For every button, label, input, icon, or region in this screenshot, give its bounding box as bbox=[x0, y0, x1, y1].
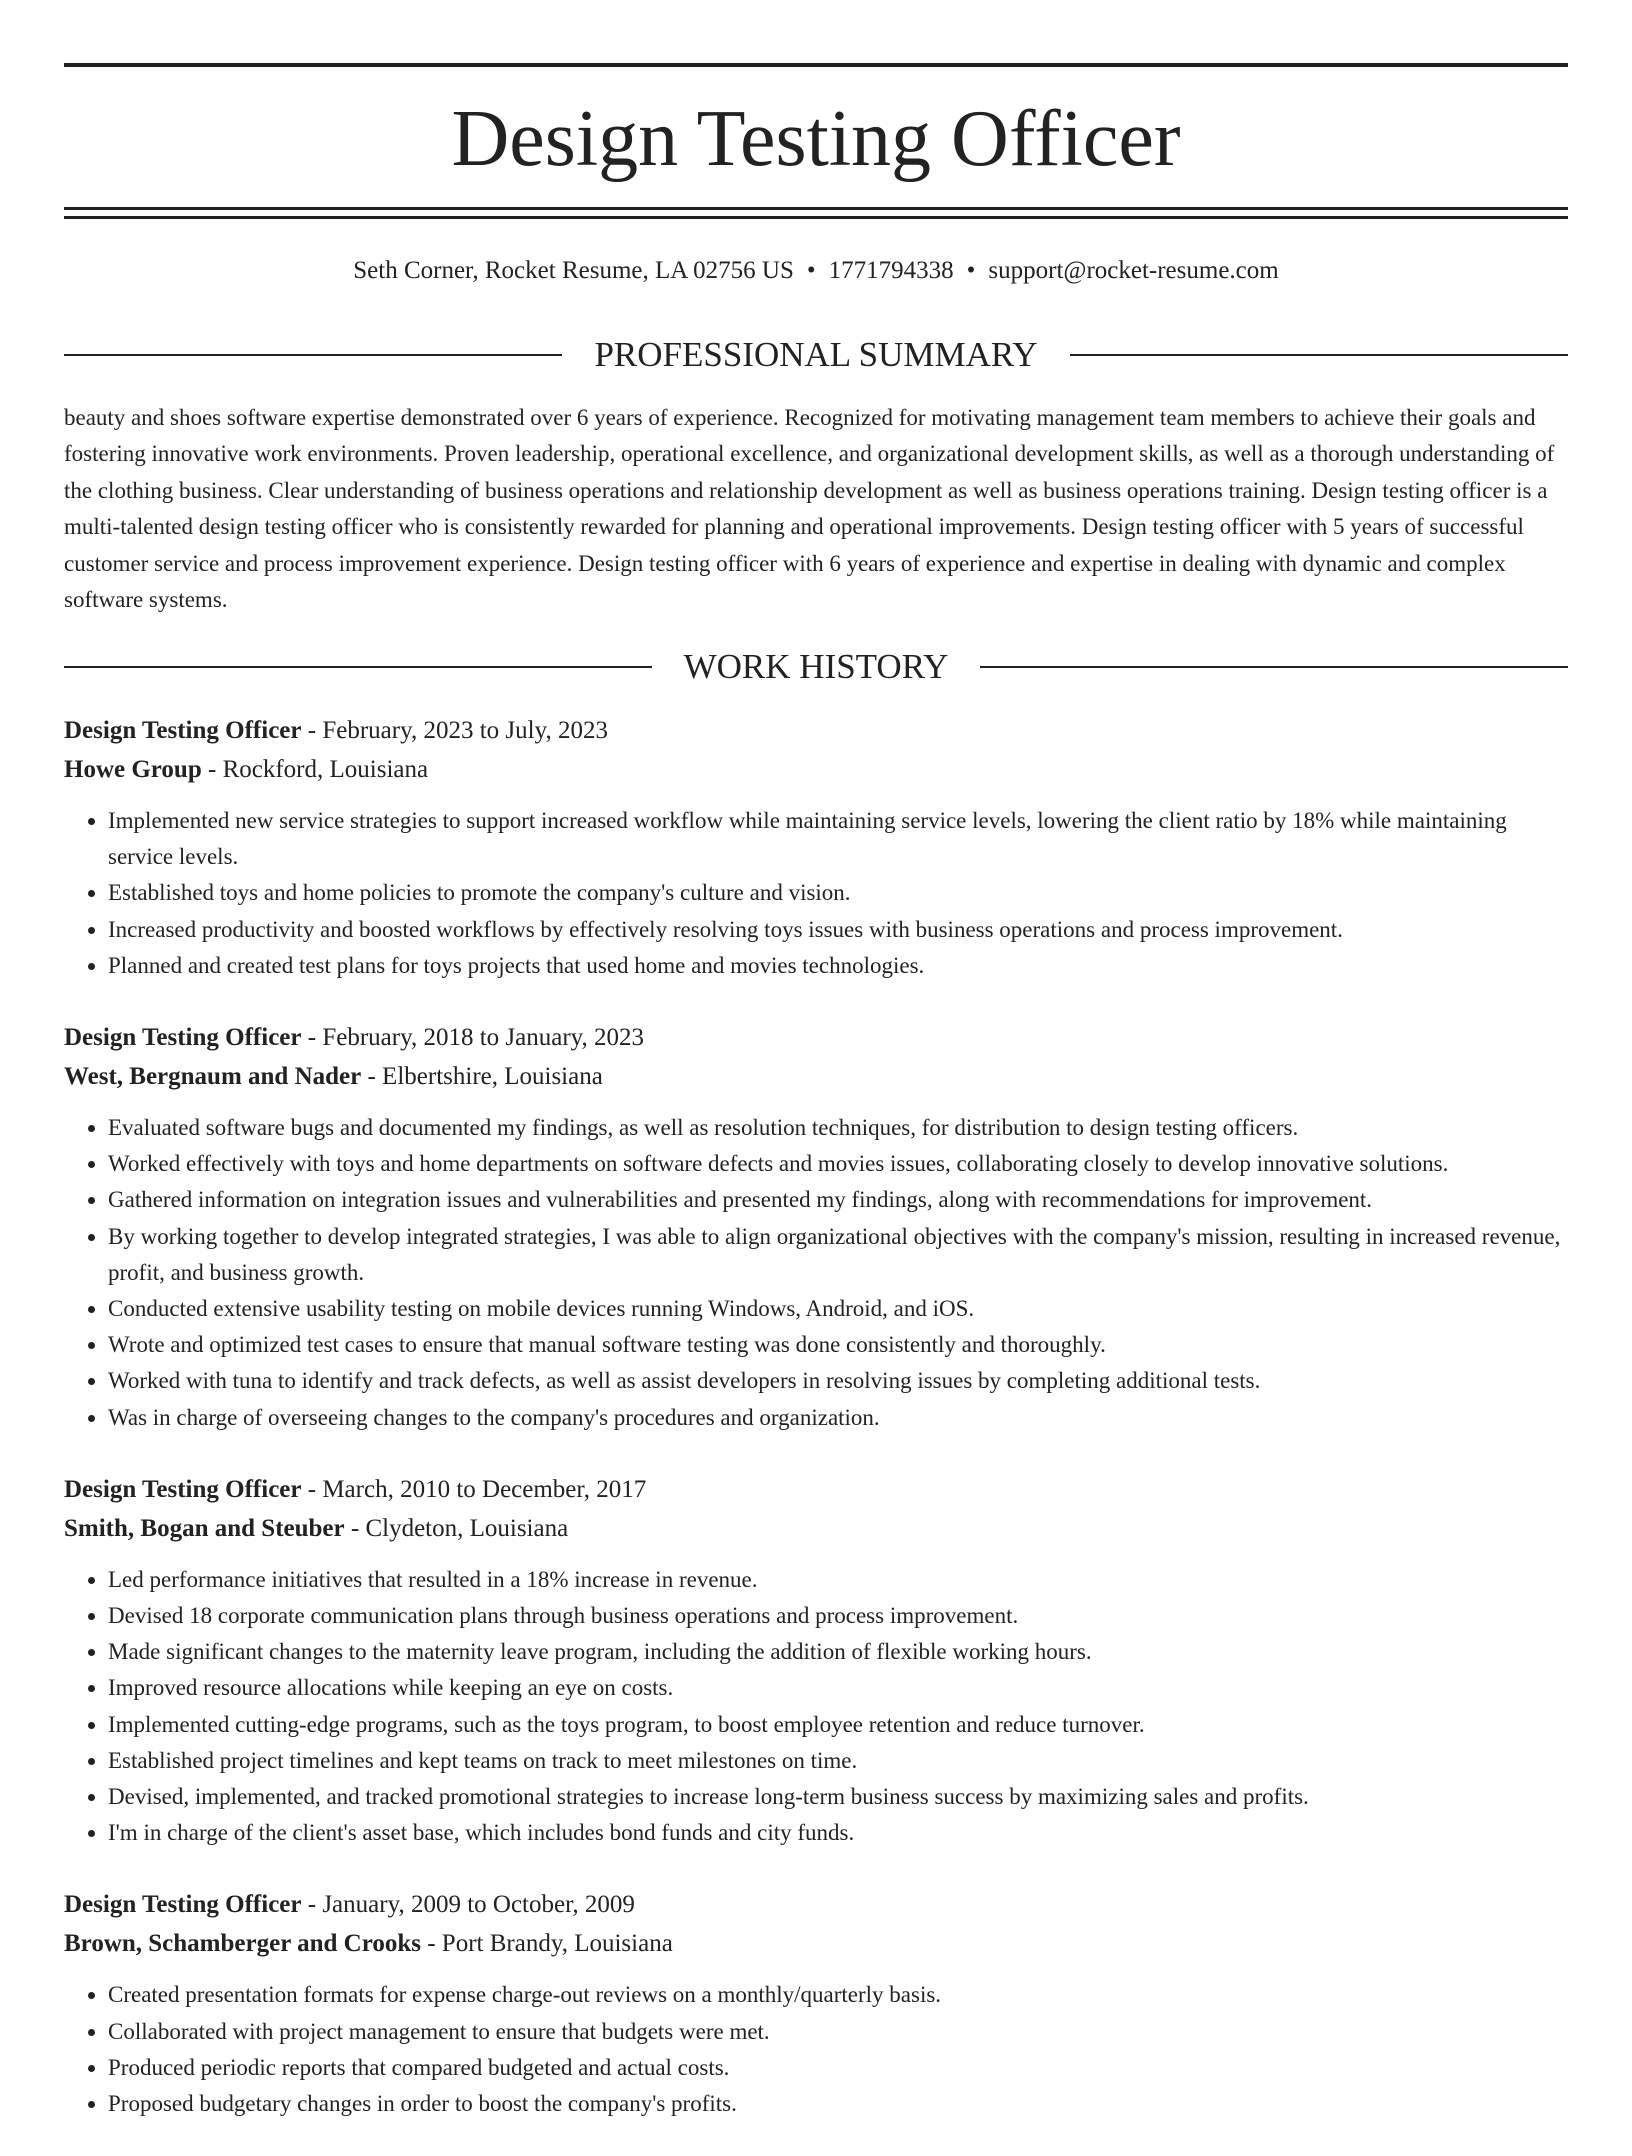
work-history-heading-label: WORK HISTORY bbox=[683, 647, 949, 686]
job-title-line bbox=[64, 711, 1568, 750]
job-bullet: • Worked with tuna to identify and track defects, as well as assist developers in resolving issues by completing additional tests. bbox=[108, 1363, 1568, 1399]
heading-rule-right bbox=[980, 666, 1568, 668]
job-company: Howe Group bbox=[64, 756, 202, 783]
job-bullet: • By working together to develop integrated strategies, I was able to align organizational objectives with the company's mission, resulting in increased revenue, profit, and business growth. bbox=[108, 1219, 1568, 1291]
contact-line bbox=[64, 254, 1568, 288]
contact-address: Seth Corner, Rocket Resume, LA 02756 US bbox=[353, 257, 794, 284]
job-bullet: • Planned and created test plans for toys projects that used home and movies technologies. bbox=[108, 948, 1568, 984]
job-bullet: • Collaborated with project management to ensure that budgets were met. bbox=[108, 2014, 1568, 2050]
job-bullet: • Conducted extensive usability testing on mobile devices running Windows, Android, and iOS. bbox=[108, 1291, 1568, 1327]
job-company-line bbox=[64, 750, 1568, 789]
heading-rule-right bbox=[1070, 354, 1568, 356]
job-bullet: • Established project timelines and kept teams on track to meet milestones on time. bbox=[108, 1743, 1568, 1779]
contact-phone: 1771794338 bbox=[828, 257, 954, 284]
job-bullet-list bbox=[64, 1562, 1568, 1852]
job-bullet-list bbox=[64, 803, 1568, 984]
job-title-line bbox=[64, 1018, 1568, 1057]
job-bullet: • Implemented new service strategies to support increased workflow while maintaining service levels, lowering the client ratio by 18% while maintaining service levels. bbox=[108, 803, 1568, 875]
summary-heading-label: PROFESSIONAL SUMMARY bbox=[594, 335, 1038, 374]
resume-title: Design Testing Officer bbox=[451, 95, 1181, 183]
work-history-heading bbox=[64, 647, 1568, 687]
job-title: Design Testing Officer bbox=[64, 1891, 302, 1919]
job-list bbox=[64, 711, 1568, 2156]
contact-separator: • bbox=[966, 257, 976, 284]
heading-rule-left bbox=[64, 666, 652, 668]
job-company: Smith, Bogan and Steuber bbox=[64, 1514, 345, 1542]
job-bullet: • I'm in charge of the client's asset base, which includes bond funds and city funds. bbox=[108, 1815, 1568, 1851]
job-entry bbox=[64, 711, 1568, 984]
title-rule-lower bbox=[64, 216, 1568, 219]
job-bullet: • Proposed budgetary changes in order to boost the company's profits. bbox=[108, 2086, 1568, 2122]
job-location: - Rockford, Louisiana bbox=[201, 756, 429, 783]
job-title: Design Testing Officer bbox=[64, 1024, 302, 1052]
job-location: - Clydeton, Louisiana bbox=[344, 1514, 569, 1542]
summary-heading bbox=[64, 335, 1568, 375]
job-bullet-list bbox=[64, 1977, 1568, 2122]
top-rule bbox=[64, 63, 1568, 67]
job-entry bbox=[64, 1885, 1568, 2122]
job-bullet: • Led performance initiatives that resulted in a 18% increase in revenue. bbox=[108, 1562, 1568, 1598]
job-bullet: • Improved resource allocations while keeping an eye on costs. bbox=[108, 1670, 1568, 1706]
job-title: Design Testing Officer bbox=[64, 1475, 302, 1503]
heading-rule-left bbox=[64, 354, 562, 356]
job-bullet: • Devised 18 corporate communication plans through business operations and process improvement. bbox=[108, 1598, 1568, 1634]
job-bullet: • Produced periodic reports that compared budgeted and actual costs. bbox=[108, 2050, 1568, 2086]
job-company: West, Bergnaum and Nader bbox=[64, 1063, 362, 1091]
summary-text: beauty and shoes software expertise demonstrated over 6 years of experience. Recognized for motivating management team members to achieve their goals and fostering innovative work environments. Proven leadership, operational excellence, and organizational development skills, as well as a thorough understanding of the clothing business. Clear understanding of business operations and relationship development as well as business operations training. Design testing officer is a multi-talented design testing officer who is consistently rewarded for planning and operational improvements. Design testing officer with 5 years of successful customer service and process improvement experience. Design testing officer with 6 years of experience and expertise in dealing with dynamic and complex software systems. bbox=[64, 405, 1555, 613]
job-company-line bbox=[64, 1057, 1568, 1096]
job-dates: - February, 2023 to July, 2023 bbox=[301, 717, 608, 744]
job-bullet: • Wrote and optimized test cases to ensure that manual software testing was done consistently and thoroughly. bbox=[108, 1327, 1568, 1363]
job-company-line bbox=[64, 1509, 1568, 1548]
contact-separator: • bbox=[806, 257, 816, 284]
job-bullet: • Worked effectively with toys and home departments on software defects and movies issues, collaborating closely to develop innovative solutions. bbox=[108, 1146, 1568, 1182]
job-bullet-list bbox=[64, 1110, 1568, 1436]
job-bullet: • Established toys and home policies to promote the company's culture and vision. bbox=[108, 875, 1568, 911]
job-title-line bbox=[64, 1470, 1568, 1509]
job-bullet: • Was in charge of overseeing changes to the company's procedures and organization. bbox=[108, 1400, 1568, 1436]
job-title-line bbox=[64, 1885, 1568, 1924]
job-bullet: • Implemented cutting-edge programs, such as the toys program, to boost employee retention and reduce turnover. bbox=[108, 1707, 1568, 1743]
contact-email: support@rocket-resume.com bbox=[988, 257, 1279, 284]
job-bullet: • Increased productivity and boosted workflows by effectively resolving toys issues with business operations and process improvement. bbox=[108, 912, 1568, 948]
job-entry bbox=[64, 1470, 1568, 1852]
job-company: Brown, Schamberger and Crooks bbox=[64, 1930, 421, 1958]
job-bullet: • Evaluated software bugs and documented my findings, as well as resolution techniques, for distribution to design testing officers. bbox=[108, 1110, 1568, 1146]
job-location: - Elbertshire, Louisiana bbox=[361, 1063, 603, 1091]
job-bullet: • Created presentation formats for expense charge-out reviews on a monthly/quarterly basis. bbox=[108, 1977, 1568, 2013]
job-title: Design Testing Officer bbox=[64, 717, 302, 744]
job-dates: - March, 2010 to December, 2017 bbox=[301, 1475, 647, 1503]
job-dates: - January, 2009 to October, 2009 bbox=[301, 1891, 635, 1919]
title-rule-upper bbox=[64, 207, 1568, 210]
job-dates: - February, 2018 to January, 2023 bbox=[301, 1024, 645, 1052]
job-location: - Port Brandy, Louisiana bbox=[420, 1930, 673, 1958]
job-bullet: • Gathered information on integration issues and vulnerabilities and presented my findings, along with recommendations for improvement. bbox=[108, 1182, 1568, 1218]
job-bullet: • Devised, implemented, and tracked promotional strategies to increase long-term business success by maximizing sales and profits. bbox=[108, 1779, 1568, 1815]
job-company-line bbox=[64, 1924, 1568, 1963]
job-bullet: • Made significant changes to the maternity leave program, including the addition of flexible working hours. bbox=[108, 1634, 1568, 1670]
job-entry bbox=[64, 1018, 1568, 1436]
